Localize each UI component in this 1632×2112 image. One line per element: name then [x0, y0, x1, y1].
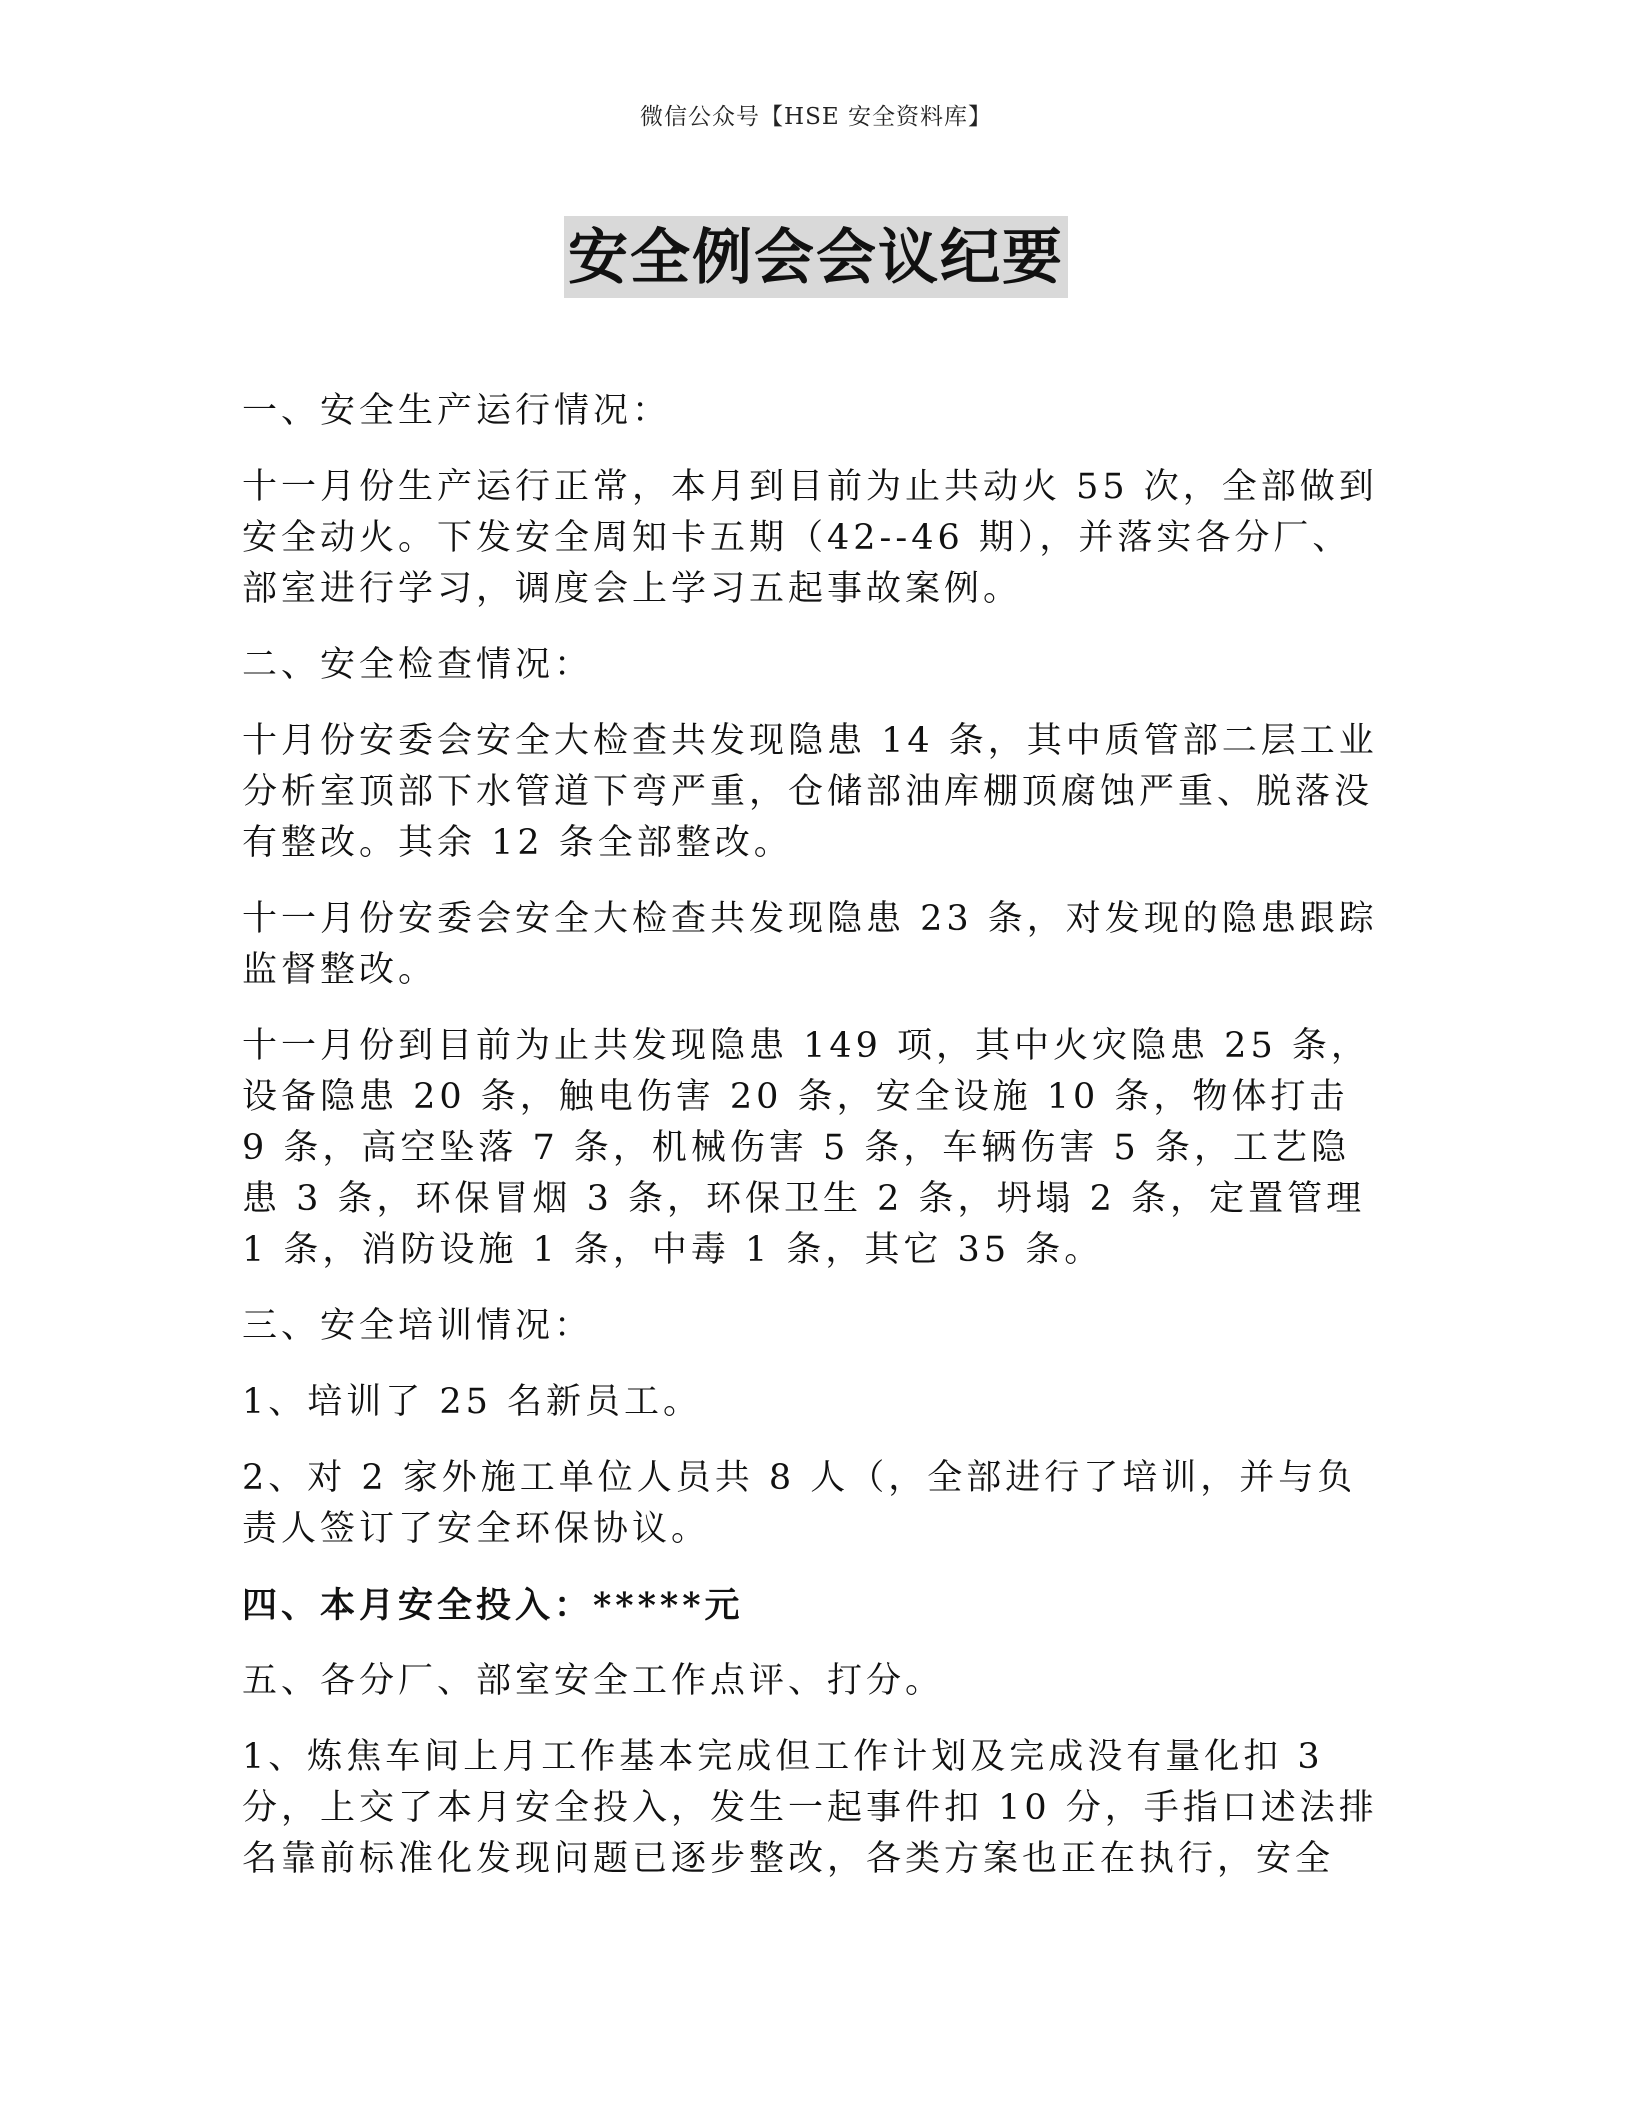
paragraph-3-1: 1、培训了 25 名新员工。	[242, 1382, 703, 1422]
section-heading-4: 四、本月安全投入：*****元	[242, 1585, 744, 1626]
paragraph-2-3: 十一月份到目前为止共发现隐患 149 项，其中火灾隐患 25 条，设备隐患 20 条，触电伤害 20 条，安全设施 10 条，物体打击 9 条，高空坠落 7 条，机械伤害 5 条，车辆伤害 5 条，工艺隐患 3 条，环保冒烟 3 条，环保卫生 2 条，坍塌 2 条，定置管理 1 条，消防设施 1 条，中毒 1 条，其它 35 条。	[242, 1026, 1370, 1270]
section-heading-3: 三、安全培训情况：	[242, 1306, 594, 1346]
title-container	[0, 216, 1632, 298]
section-heading-5: 五、各分厂、部室安全工作点评、打分。	[242, 1661, 945, 1701]
paragraph-3-2: 2、对 2 家外施工单位人员共 8 人（，全部进行了培训，并与负责人签订了安全环保协议。	[242, 1458, 1357, 1549]
paragraph-2-1: 十月份安委会安全大检查共发现隐患 14 条，其中质管部二层工业分析室顶部下水管道下弯严重，仓储部油库棚顶腐蚀严重、脱落没有整改。其余 12 条全部整改。	[242, 721, 1378, 863]
document-body	[242, 386, 1382, 1910]
document-title: 安全例会会议纪要	[564, 216, 1068, 298]
paragraph-1-1: 十一月份生产运行正常，本月到目前为止共动火 55 次，全部做到安全动火。下发安全周知卡五期（42--46 期），并落实各分厂、部室进行学习，调度会上学习五起事故案例。	[242, 467, 1378, 609]
paragraph-5-1: 1、炼焦车间上月工作基本完成但工作计划及完成没有量化扣 3 分，上交了本月安全投入，发生一起事件扣 10 分，手指口述法排名靠前标准化发现问题已逐步整改，各类方案也正在执行，安全	[242, 1737, 1378, 1879]
section-heading-1: 一、安全生产运行情况：	[242, 391, 672, 431]
section-heading-2: 二、安全检查情况：	[242, 645, 594, 685]
header-note: 微信公众号【HSE 安全资料库】	[640, 104, 992, 130]
paragraph-2-2: 十一月份安委会安全大检查共发现隐患 23 条，对发现的隐患跟踪监督整改。	[242, 899, 1378, 990]
